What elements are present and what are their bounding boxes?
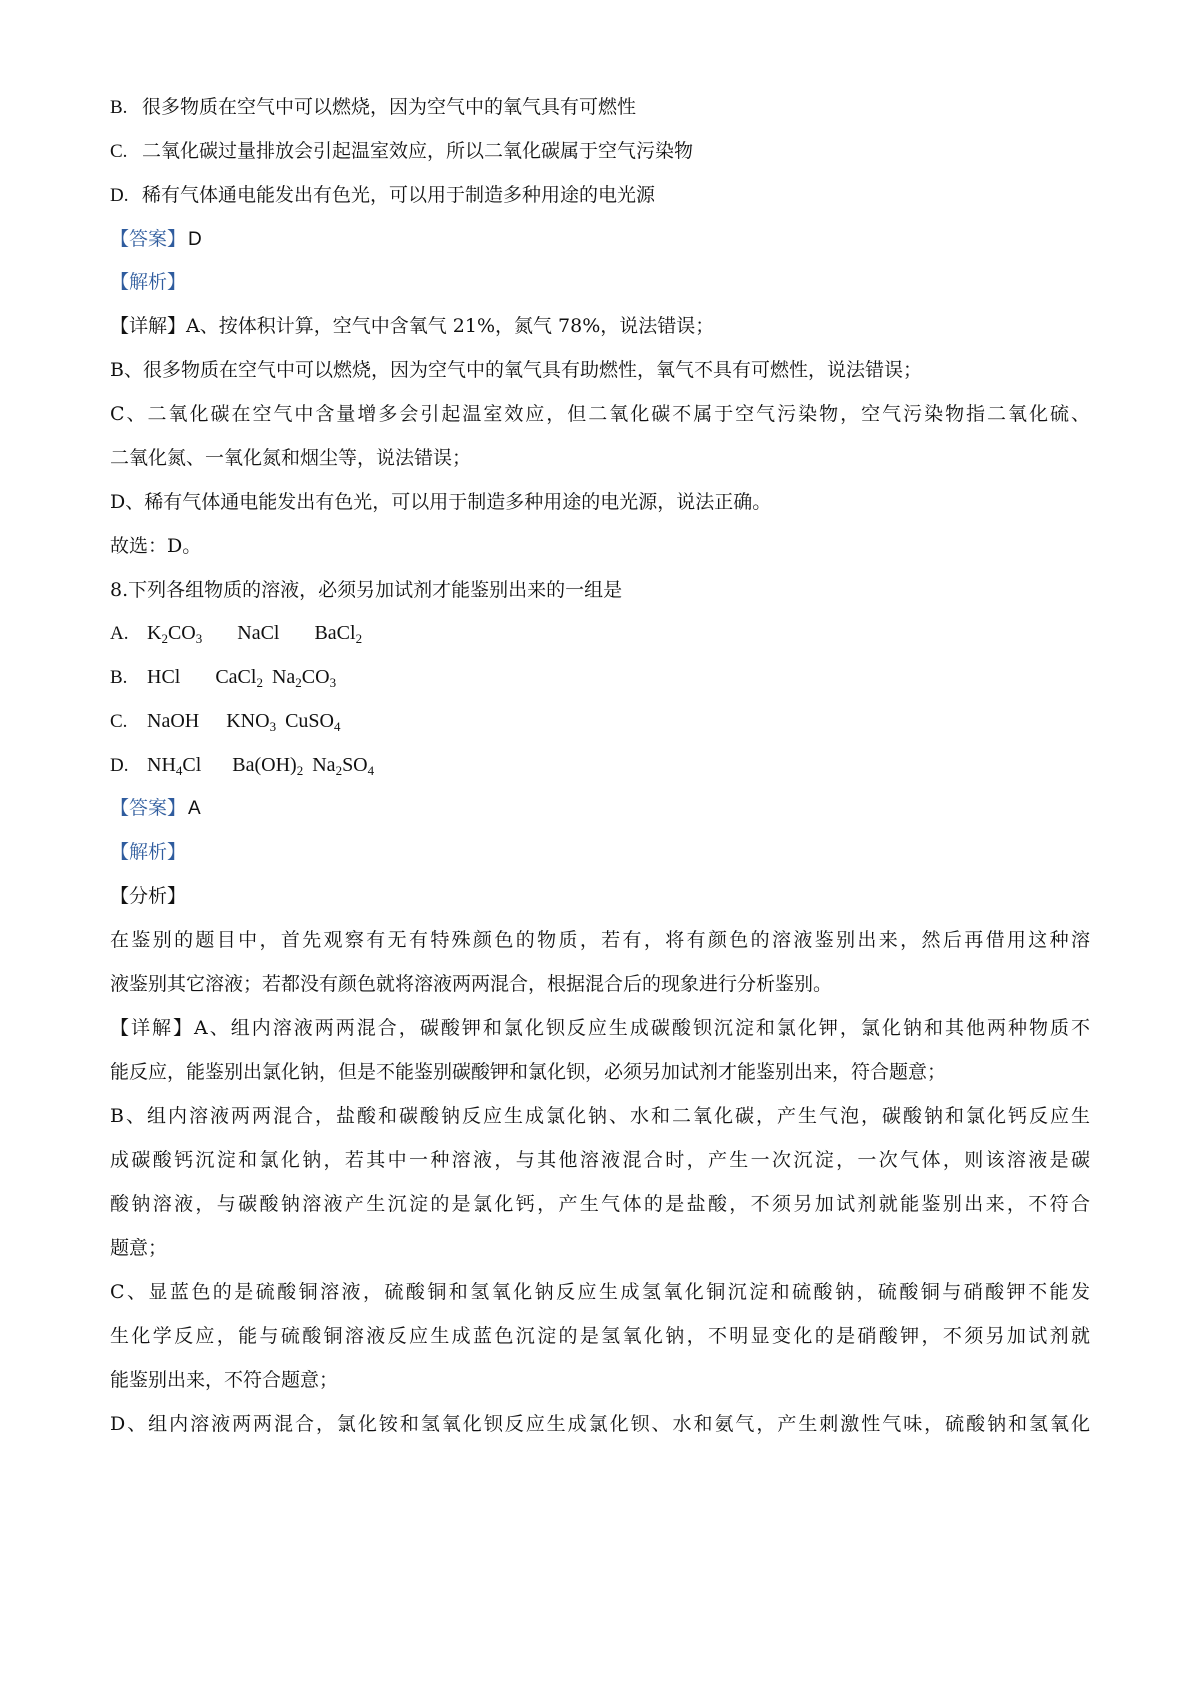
q8-detail-a-line2 (110, 1059, 1090, 1085)
option-text: 二氧化碳过量排放会引起温室效应，所以二氧化碳属于空气污染物 (142, 140, 694, 162)
detail-text: 二氧化氮、一氧化氮和烟尘等，说法错误； (110, 447, 472, 469)
formula-cacl2: CaCl$_2$ (215, 666, 263, 690)
analysis-tag: 【解析】 (110, 271, 187, 293)
conclusion-text: 故选：D。 (110, 535, 202, 557)
q7-detail-c-line2 (110, 445, 1090, 471)
option-letter: D. (110, 185, 129, 206)
detail-text: 能反应，能鉴别出氯化钠，但是不能鉴别碳酸钾和氯化钡，必须另加试剂才能鉴别出来，符合题意； (110, 1061, 947, 1083)
detail-text: 成碳酸钙沉淀和氯化钠，若其中一种溶液，与其他溶液混合时，产生一次沉淀，一次气体，则该溶液是碳 (110, 1149, 1090, 1171)
q8-analysis-line2 (110, 971, 1090, 997)
detail-tag: 【详解】 (110, 315, 187, 337)
q7-answer (110, 226, 1090, 253)
detail-text: D、组内溶液两两混合，氯化铵和氢氧化钡反应生成氯化钡、水和氨气，产生刺激性气味，硫酸钠和氢氧化 (110, 1413, 1090, 1435)
q8-detail-c-line3 (110, 1367, 1090, 1393)
analysis-text: 在鉴别的题目中，首先观察有无有特殊颜色的物质，若有，将有颜色的溶液鉴别出来，然后再借用这种溶 (110, 929, 1090, 951)
option-text: 很多物质在空气中可以燃烧，因为空气中的氧气具有可燃性 (142, 96, 637, 118)
formula-na2co3: $Na_2CO_3$ (271, 666, 337, 690)
detail-text: 生化学反应，能与硫酸铜溶液反应生成蓝色沉淀的是氢氧化钠，不明显变化的是硝酸钾，不须另加试剂就 (110, 1325, 1090, 1347)
detail-text: B、很多物质在空气中可以燃烧，因为空气中的氧气具有助燃性，氧气不具有可燃性，说法错误； (110, 359, 922, 381)
q7-detail-a (110, 313, 1090, 339)
formula-nh4cl: $NH_4Cl$ (147, 754, 202, 778)
formula-k2co3: $K_2CO_3$ (147, 622, 203, 646)
option-letter: A. (110, 623, 129, 644)
q7-detail-b (110, 357, 1090, 383)
q8-detail-a-line1 (110, 1015, 1090, 1041)
q7-option-d (110, 182, 1090, 209)
formula-baoh2: $Ba(OH)_2$ (232, 754, 304, 778)
option-letter: B. (110, 667, 128, 688)
q7-detail-c-line1 (110, 401, 1090, 427)
formula-kno3: $KNO_3$ (226, 710, 277, 734)
formula-na2so4: $Na_2SO_4$ (312, 754, 375, 778)
analysis-head: 【分析】 (110, 885, 187, 907)
answer-tag: 【答案】 (110, 797, 187, 819)
formula-naoh: NaOH (147, 710, 200, 732)
formula-hcl: HCl (147, 666, 181, 688)
q8-detail-c-line1 (110, 1279, 1090, 1305)
q8-detail-d-line1 (110, 1411, 1090, 1437)
question-stem: 8.下列各组物质的溶液，必须另加试剂才能鉴别出来的一组是 (110, 579, 623, 601)
analysis-tag: 【解析】 (110, 841, 187, 863)
option-letter: C. (110, 141, 128, 162)
answer-value: A (188, 798, 201, 819)
option-letter: B. (110, 97, 128, 118)
detail-text: C、二氧化碳在空气中含量增多会引起温室效应，但二氧化碳不属于空气污染物，空气污染物指二氧化硫、 (110, 403, 1090, 425)
answer-value: D (188, 229, 202, 250)
q7-conclusion (110, 533, 1090, 559)
q7-detail-d (110, 489, 1090, 515)
q8-option-a (110, 620, 1090, 647)
formula-nacl: NaCl (237, 622, 280, 644)
detail-text: D、稀有气体通电能发出有色光，可以用于制造多种用途的电光源，说法正确。 (110, 491, 772, 513)
detail-text: 能鉴别出来，不符合题意； (110, 1369, 339, 1391)
q8-stem (110, 577, 1090, 603)
q8-option-b (110, 664, 1090, 691)
answer-tag: 【答案】 (110, 228, 187, 250)
q8-detail-b-line4 (110, 1235, 1090, 1261)
q8-option-d (110, 752, 1090, 779)
option-text: 稀有气体通电能发出有色光，可以用于制造多种用途的电光源 (142, 184, 656, 206)
q7-analysis-tag (110, 269, 1090, 295)
q8-analysis-line1 (110, 927, 1090, 953)
formula-bacl2: BaCl$_2$ (314, 622, 363, 646)
detail-text: B、组内溶液两两混合，盐酸和碳酸钠反应生成氯化钠、水和二氧化碳，产生气泡，碳酸钠和氯化钙反应生 (110, 1105, 1090, 1127)
q8-analysis-tag (110, 839, 1090, 865)
q8-detail-b-line1 (110, 1103, 1090, 1129)
detail-text: A、按体积计算，空气中含氧气 21%，氮气 78%，说法错误； (186, 315, 715, 337)
analysis-text: 液鉴别其它溶液；若都没有颜色就将溶液两两混合，根据混合后的现象进行分析鉴别。 (110, 973, 833, 995)
q7-option-c (110, 138, 1090, 165)
option-letter: C. (110, 711, 128, 732)
q8-analysis-head (110, 883, 1090, 909)
q8-detail-b-line3 (110, 1191, 1090, 1217)
formula-cuso4: CuSO$_4$ (285, 710, 341, 734)
q8-answer (110, 795, 1090, 822)
option-letter: D. (110, 755, 129, 776)
detail-text: A、组内溶液两两混合，碳酸钾和氯化钡反应生成碳酸钡沉淀和氯化钾，氯化钠和其他两种物质不 (194, 1017, 1090, 1039)
q8-detail-c-line2 (110, 1323, 1090, 1349)
detail-text: C、显蓝色的是硫酸铜溶液，硫酸铜和氢氧化钠反应生成氢氧化铜沉淀和硫酸钠，硫酸铜与硝酸钾不能发 (110, 1281, 1090, 1303)
q7-option-b (110, 94, 1090, 121)
detail-text: 酸钠溶液，与碳酸钠溶液产生沉淀的是氯化钙，产生气体的是盐酸，不须另加试剂就能鉴别出来，不符合 (110, 1193, 1090, 1215)
q8-detail-b-line2 (110, 1147, 1090, 1173)
detail-text: 题意； (110, 1237, 168, 1259)
detail-tag: 【详解】 (110, 1017, 195, 1039)
q8-option-c (110, 708, 1090, 735)
